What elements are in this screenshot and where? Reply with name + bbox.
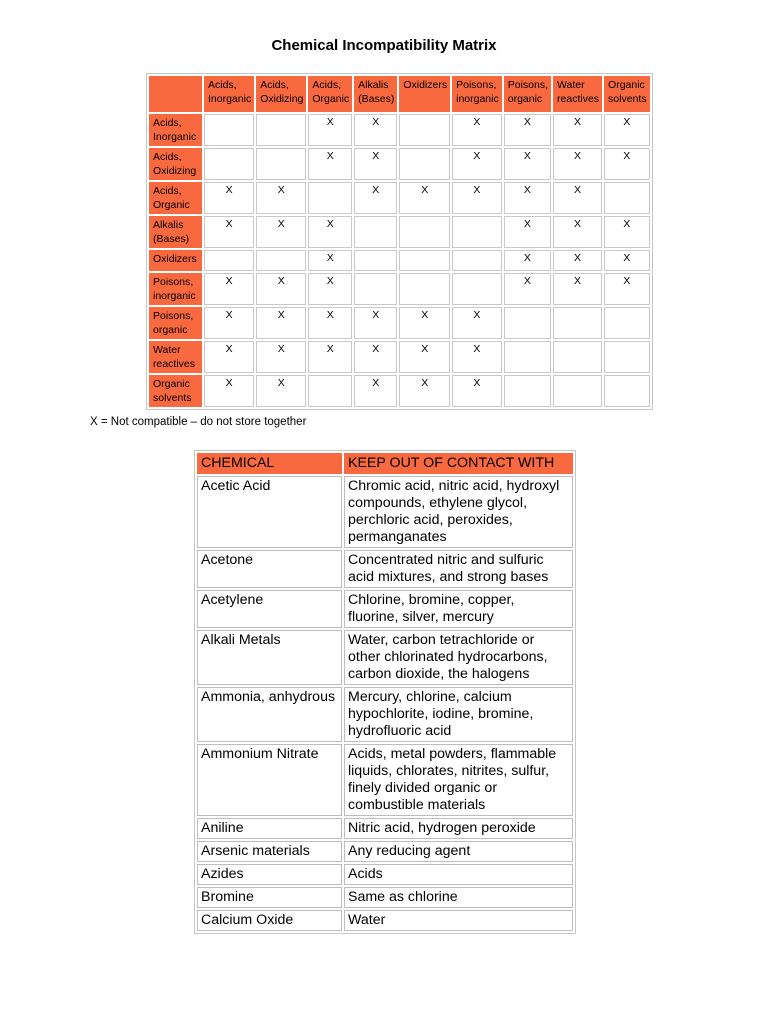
matrix-cell <box>553 341 602 373</box>
chemical-name: Acetic Acid <box>197 476 342 548</box>
matrix-cell: X <box>308 341 352 373</box>
matrix-cell <box>604 375 650 407</box>
matrix-cell: X <box>308 273 352 305</box>
matrix-cell <box>399 250 450 271</box>
chemical-name: Arsenic materials <box>197 841 342 862</box>
matrix-cell <box>256 114 306 146</box>
matrix-column-header: Poisons, organic <box>504 76 551 112</box>
contact-row <box>197 818 573 839</box>
matrix-cell <box>204 114 254 146</box>
chemical-name: Aniline <box>197 818 342 839</box>
matrix-row <box>149 341 650 373</box>
matrix-row-header: Poisons, inorganic <box>149 273 202 305</box>
matrix-cell: X <box>452 148 502 180</box>
matrix-cell: X <box>308 148 352 180</box>
incompatible-with: Water <box>344 910 573 931</box>
matrix-cell: X <box>452 341 502 373</box>
incompatible-with: Water, carbon tetrachloride or other chlorinated hydrocarbons, carbon dioxide, the halogens <box>344 630 573 685</box>
contact-row <box>197 841 573 862</box>
matrix-cell <box>604 341 650 373</box>
matrix-cell: X <box>604 114 650 146</box>
matrix-cell <box>256 148 306 180</box>
matrix-cell: X <box>504 273 551 305</box>
legend-note: X = Not compatible – do not store together <box>90 416 307 428</box>
keep-out-column-header: KEEP OUT OF CONTACT WITH <box>344 453 573 474</box>
matrix-cell <box>399 148 450 180</box>
matrix-cell: X <box>204 341 254 373</box>
contact-row <box>197 590 573 628</box>
chemical-name: Calcium Oxide <box>197 910 342 931</box>
matrix-cell: X <box>504 182 551 214</box>
matrix-cell: X <box>399 341 450 373</box>
matrix-cell: X <box>308 114 352 146</box>
matrix-cell <box>308 182 352 214</box>
matrix-cell: X <box>256 216 306 248</box>
matrix-row <box>149 216 650 248</box>
matrix-column-header: Alkalis (Bases) <box>354 76 397 112</box>
contact-row <box>197 476 573 548</box>
matrix-row <box>149 273 650 305</box>
matrix-cell <box>354 216 397 248</box>
matrix-cell: X <box>354 114 397 146</box>
matrix-cell <box>354 250 397 271</box>
matrix-cell: X <box>204 375 254 407</box>
matrix-cell: X <box>604 216 650 248</box>
matrix-cell <box>308 375 352 407</box>
incompatible-with: Nitric acid, hydrogen peroxide <box>344 818 573 839</box>
contact-row <box>197 887 573 908</box>
matrix-cell: X <box>553 273 602 305</box>
matrix-cell <box>354 273 397 305</box>
matrix-column-header: Oxidizers <box>399 76 450 112</box>
matrix-cell: X <box>604 148 650 180</box>
chemical-column-header: CHEMICAL <box>197 453 342 474</box>
matrix-cell <box>504 341 551 373</box>
matrix-cell: X <box>604 273 650 305</box>
matrix-cell: X <box>204 307 254 339</box>
matrix-cell: X <box>452 182 502 214</box>
matrix-cell: X <box>256 182 306 214</box>
matrix-cell: X <box>256 273 306 305</box>
matrix-cell: X <box>354 375 397 407</box>
matrix-cell: X <box>553 216 602 248</box>
chemical-name: Bromine <box>197 887 342 908</box>
matrix-corner <box>149 76 202 112</box>
chemical-name: Acetylene <box>197 590 342 628</box>
matrix-cell <box>204 148 254 180</box>
matrix-row <box>149 250 650 271</box>
matrix-cell: X <box>354 307 397 339</box>
incompatible-with: Any reducing agent <box>344 841 573 862</box>
page-title: Chemical Incompatibility Matrix <box>271 37 497 54</box>
matrix-cell: X <box>399 182 450 214</box>
matrix-cell: X <box>256 375 306 407</box>
matrix-cell <box>553 375 602 407</box>
chemical-name: Acetone <box>197 550 342 588</box>
matrix-cell <box>204 250 254 271</box>
chemical-name: Azides <box>197 864 342 885</box>
matrix-column-header: Organic solvents <box>604 76 650 112</box>
matrix-cell: X <box>452 307 502 339</box>
matrix-cell <box>604 182 650 214</box>
incompatible-with: Same as chlorine <box>344 887 573 908</box>
matrix-column-header: Acids, Oxidizing <box>256 76 306 112</box>
matrix-cell: X <box>452 375 502 407</box>
matrix-cell: X <box>553 114 602 146</box>
matrix-cell: X <box>204 216 254 248</box>
contact-row <box>197 864 573 885</box>
matrix-row-header: Acids, Organic <box>149 182 202 214</box>
matrix-row-header: Acids, Inorganic <box>149 114 202 146</box>
matrix-cell <box>504 307 551 339</box>
matrix-cell: X <box>504 250 551 271</box>
matrix-cell: X <box>354 182 397 214</box>
matrix-cell <box>256 250 306 271</box>
matrix-cell: X <box>504 216 551 248</box>
matrix-cell: X <box>504 114 551 146</box>
matrix-cell <box>553 307 602 339</box>
contact-table <box>194 450 576 934</box>
matrix-row <box>149 375 650 407</box>
matrix-row-header: Poisons, organic <box>149 307 202 339</box>
incompatible-with: Mercury, chlorine, calcium hypochlorite, iodine, bromine, hydrofluoric acid <box>344 687 573 742</box>
matrix-cell: X <box>308 250 352 271</box>
contact-row <box>197 630 573 685</box>
matrix-cell: X <box>604 250 650 271</box>
matrix-cell: X <box>553 250 602 271</box>
matrix-cell <box>399 114 450 146</box>
matrix-row <box>149 307 650 339</box>
matrix-cell: X <box>354 148 397 180</box>
matrix-column-header: Acids, Inorganic <box>204 76 254 112</box>
contact-row <box>197 550 573 588</box>
contact-row <box>197 744 573 816</box>
matrix-row-header: Alkalis (Bases) <box>149 216 202 248</box>
matrix-cell <box>452 250 502 271</box>
matrix-row <box>149 182 650 214</box>
incompatible-with: Chromic acid, nitric acid, hydroxyl compounds, ethylene glycol, perchloric acid, peroxides, permanganates <box>344 476 573 548</box>
incompatible-with: Concentrated nitric and sulfuric acid mixtures, and strong bases <box>344 550 573 588</box>
matrix-cell: X <box>452 114 502 146</box>
matrix-cell <box>604 307 650 339</box>
matrix-cell <box>399 273 450 305</box>
matrix-column-header: Poisons, inorganic <box>452 76 502 112</box>
matrix-cell: X <box>204 182 254 214</box>
matrix-cell: X <box>256 341 306 373</box>
contact-row <box>197 910 573 931</box>
chemical-name: Ammonium Nitrate <box>197 744 342 816</box>
incompatible-with: Acids <box>344 864 573 885</box>
matrix-row-header: Acids, Oxidizing <box>149 148 202 180</box>
contact-row <box>197 687 573 742</box>
matrix-row <box>149 148 650 180</box>
matrix-cell: X <box>553 148 602 180</box>
matrix-cell: X <box>399 307 450 339</box>
matrix-cell: X <box>308 307 352 339</box>
matrix-cell <box>452 273 502 305</box>
matrix-cell: X <box>504 148 551 180</box>
matrix-cell: X <box>553 182 602 214</box>
incompatible-with: Chlorine, bromine, copper, fluorine, silver, mercury <box>344 590 573 628</box>
incompatible-with: Acids, metal powders, flammable liquids, chlorates, nitrites, sulfur, finely divided organic or combustible materials <box>344 744 573 816</box>
matrix-row-header: Water reactives <box>149 341 202 373</box>
chemical-name: Alkali Metals <box>197 630 342 685</box>
matrix-column-header: Water reactives <box>553 76 602 112</box>
matrix-cell <box>399 216 450 248</box>
matrix-cell: X <box>308 216 352 248</box>
matrix-row-header: Oxidizers <box>149 250 202 271</box>
matrix-cell: X <box>256 307 306 339</box>
matrix-cell: X <box>354 341 397 373</box>
matrix-row-header: Organic solvents <box>149 375 202 407</box>
matrix-row <box>149 114 650 146</box>
chemical-name: Ammonia, anhydrous <box>197 687 342 742</box>
matrix-cell: X <box>399 375 450 407</box>
matrix-cell <box>452 216 502 248</box>
matrix-cell: X <box>204 273 254 305</box>
matrix-cell <box>504 375 551 407</box>
matrix-column-header: Acids, Organic <box>308 76 352 112</box>
incompatibility-matrix <box>146 73 653 410</box>
